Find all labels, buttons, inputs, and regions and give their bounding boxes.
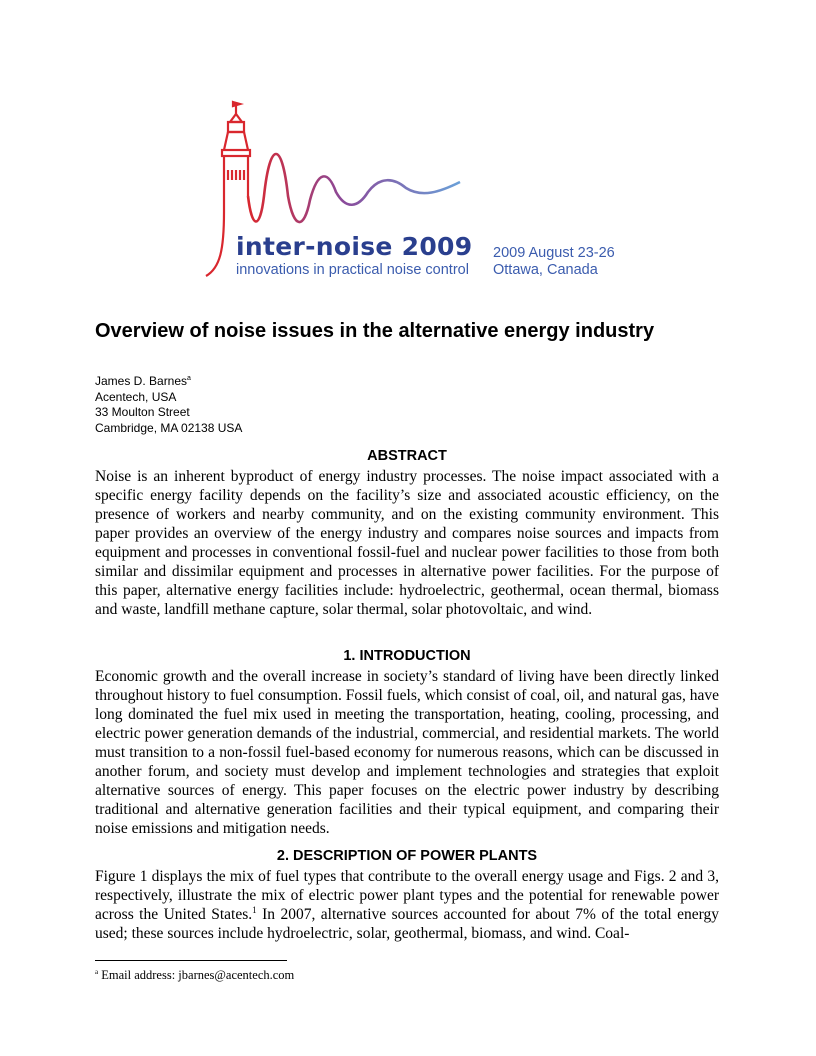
abstract-text: Noise is an inherent byproduct of energy industry processes. The noise impact associated with a specific energy facility depends on the facility’s size and associated acoustic efficiency, on the presence of workers and nearby community, and on the existing community environment. This paper provides an overview of the energy industry and compares noise sources and impacts from equipment and processes in conventional fossil-fuel and nuclear power facilities to those from both similar and dissimilar equipment and processes in alternative power facilities. For the purpose of this paper, alternative energy facilities include: hydroelectric, geothermal, ocean thermal, biomass and waste, landfill methane capture, solar thermal, solar photovoltaic, and wind. <box>95 468 719 618</box>
section2-heading: 2. DESCRIPTION OF POWER PLANTS <box>276 848 538 864</box>
footnote <box>95 968 294 983</box>
section2-text <box>95 867 719 943</box>
footnote-marker: a <box>95 968 99 976</box>
author-footnote-marker: a <box>187 375 191 382</box>
abstract-heading: ABSTRACT <box>367 448 447 464</box>
introduction-heading: 1. INTRODUCTION <box>343 648 471 664</box>
conference-date: 2009 August 23-26 <box>493 245 615 261</box>
author-block <box>95 371 242 436</box>
conference-place: Ottawa, Canada <box>493 262 598 278</box>
section2-text-before-ref: Figure 1 displays the mix of fuel types that contribute to the overall energy usage and Figs. 2 and 3, respectively, illustrate the mix of electric power plant types and the potential for renewable power across the United States. <box>95 868 719 923</box>
section2-text-after-ref: In 2007, alternative sources accounted for about 7% of the total energy used; these sources include hydroelectric, solar, geothermal, biomass, and wind. Coal- <box>95 906 719 942</box>
author-name-line <box>95 371 242 390</box>
conference-logo <box>200 100 620 285</box>
footnote-text: Email address: jbarnes@acentech.com <box>98 968 295 983</box>
author-city: Cambridge, MA 02138 USA <box>95 420 243 435</box>
paper-title: Overview of noise issues in the alternative energy industry <box>95 320 655 342</box>
conference-name: inter-noise 2009 <box>236 232 473 261</box>
footnote-rule <box>95 960 287 961</box>
conference-tagline: innovations in practical noise control <box>236 262 469 278</box>
author-name: James D. Barnes <box>95 374 188 388</box>
introduction-text: Economic growth and the overall increase in society’s standard of living have been directly linked throughout history to fuel consumption. Fossil fuels, which consist of coal, oil, and natural gas, have long dominated the fuel mix used in meeting the transportation, heating, cooling, processing, and electric power generation demands of the industrial, commercial, and residential markets. The world must transition to a non-fossil fuel-based economy for numerous reasons, which can be discussed in another forum, and society must develop and implement technologies and strategies that exploit alternative sources of energy. This paper focuses on the electric power industry by describing traditional and alternative generation facilities and their typical equipment, and comparing their noise emissions and mitigation needs. <box>95 668 719 837</box>
author-street: 33 Moulton Street <box>95 405 190 419</box>
author-affiliation: Acentech, USA <box>95 389 177 404</box>
reference-marker: 1 <box>252 904 257 915</box>
